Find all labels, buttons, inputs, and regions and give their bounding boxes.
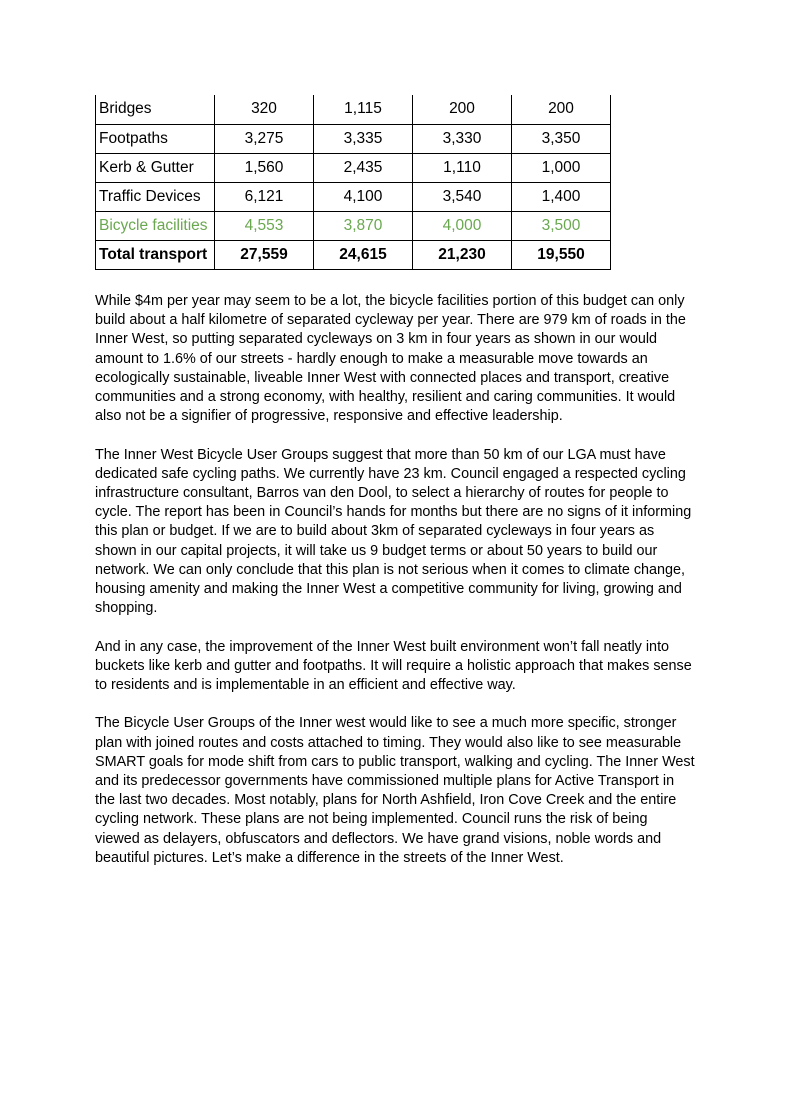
body-text (95, 292, 695, 887)
table-cell: 21,230 (413, 240, 512, 269)
table-cell: 4,000 (413, 211, 512, 240)
table-cell: 200 (413, 95, 512, 124)
table-cell: 2,435 (314, 153, 413, 182)
table-cell: 3,870 (314, 211, 413, 240)
transport-budget-table (95, 95, 611, 270)
table-cell: 3,335 (314, 124, 413, 153)
table-cell: 6,121 (215, 182, 314, 211)
table-row-traffic-devices (96, 182, 611, 211)
table-cell: 1,110 (413, 153, 512, 182)
row-label: Bicycle facilities (96, 211, 215, 240)
paragraph: The Bicycle User Groups of the Inner west would like to see a much more specific, stronger plan with joined routes and costs attached to timing. They would also like to see measurable SMART goals for mode shift from cars to public transport, walking and cycling. The Inner West and its predecessor governments have commissioned multiple plans for Active Transport in the last two decades. Most notably, plans for North Ashfield, Iron Cove Creek and the entire cycling network. These plans are not being implemented. Council runs the risk of being viewed as delayers, obfuscators and deflectors. We have grand visions, noble words and beautiful pictures. Let’s make a difference in the streets of the Inner West. (95, 715, 695, 866)
table-row-total-transport (96, 240, 611, 269)
paragraph: The Inner West Bicycle User Groups suggest that more than 50 km of our LGA must have dedicated safe cycling paths. We currently have 23 km. Council engaged a respected cycling infrastructure consultant, Barros van den Dool, to select a hierarchy of routes for people to cycle. The report has been in Council’s hands for months but there are no signs of it informing this plan or budget. If we are to build about 3km of separated cycleways in four years as shown in our capital projects, it will take us 9 budget terms or about 50 years to build our network. We can only conclude that this plan is not serious when it comes to climate change, housing amenity and making the Inner West a competitive community for living, growing and shopping. (95, 446, 692, 617)
table-cell: 24,615 (314, 240, 413, 269)
table-cell: 320 (215, 95, 314, 124)
table-cell: 1,115 (314, 95, 413, 124)
table-cell: 27,559 (215, 240, 314, 269)
row-label: Traffic Devices (96, 182, 215, 211)
table-row-kerb-gutter (96, 153, 611, 182)
paragraph: And in any case, the improvement of the Inner West built environment won’t fall neatly into buckets like kerb and gutter and footpaths. It will require a holistic approach that makes sense to residents and is implementable in an efficient and effective way. (95, 638, 692, 694)
table-cell: 3,500 (512, 211, 611, 240)
table-cell: 1,560 (215, 153, 314, 182)
table-cell: 200 (512, 95, 611, 124)
table-row-footpaths (96, 124, 611, 153)
table-cell: 1,000 (512, 153, 611, 182)
table-cell: 3,540 (413, 182, 512, 211)
row-label: Footpaths (96, 124, 215, 153)
table-row-bridges (96, 95, 611, 124)
table-cell: 3,350 (512, 124, 611, 153)
table-cell: 19,550 (512, 240, 611, 269)
paragraph: While $4m per year may seem to be a lot, the bicycle facilities portion of this budget can only build about a half kilometre of separated cycleway per year. There are 979 km of roads in the Inner West, so putting separated cycleways on 3 km in four years as shown in our would amount to 1.6% of our streets - hardly enough to make a measurable move towards an ecologically sustainable, liveable Inner West with connected places and transport, creative communities and a strong economy, with healthy, resilient and caring communities. It would also not be a signifier of progressive, responsive and effective leadership. (95, 293, 686, 425)
table-cell: 4,100 (314, 182, 413, 211)
table-cell: 3,330 (413, 124, 512, 153)
table-cell: 1,400 (512, 182, 611, 211)
table-cell: 4,553 (215, 211, 314, 240)
row-label: Bridges (96, 95, 215, 124)
table-row-bicycle-facilities (96, 211, 611, 240)
row-label: Kerb & Gutter (96, 153, 215, 182)
table-cell: 3,275 (215, 124, 314, 153)
row-label: Total transport (96, 240, 215, 269)
